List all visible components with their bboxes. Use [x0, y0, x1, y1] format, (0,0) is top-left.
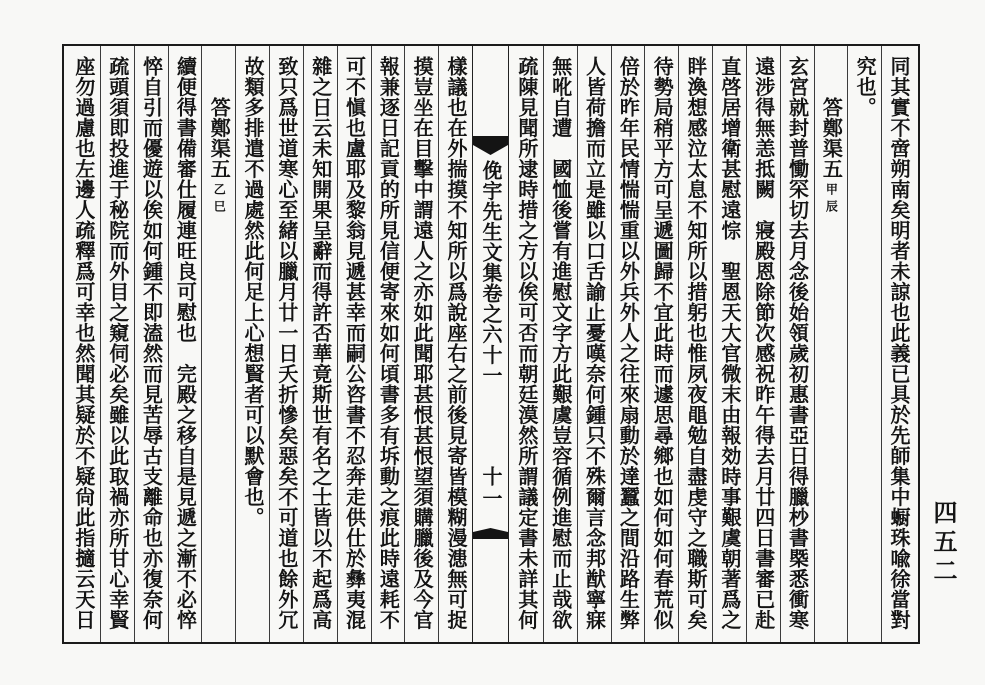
text-column: 眫渙想感泣太息不知所以措躬也惟夙夜黽勉自盡虔守之職斯可矣 — [678, 46, 712, 642]
right-page — [509, 46, 915, 642]
text-column: 座勿過慮也左邊人疏釋爲可幸也然聞其疑於不疑尙此指擿云天日 — [71, 56, 96, 630]
text-column: 無吪自遭 國恤後嘗有進慰文字方此艱虞豈容循例進慰而止哉欲 — [543, 46, 577, 642]
book-title: 俛宇先生文集卷之六十一 — [479, 160, 503, 386]
left-page — [66, 46, 472, 642]
text-column: 人皆荷擔而立是雖以口舌諭止憂嘆奈何鍾只不殊爾言念邦猷寧寐 — [577, 46, 611, 642]
fishtail-mark-icon — [473, 528, 508, 540]
text-column: 樣議也在外揣摸不知所以爲說座右之前後見寄皆模糊漫漶無可捉 — [438, 46, 472, 642]
text-column: 續便得書備審仕履連旺良可慰也 完殿之移自是見遞之漸不必悴 — [168, 46, 202, 642]
text-column: 同其實不啻朔南矣明者未諒也此義已具於先師集中蟵珠喩徐當對 — [881, 46, 915, 642]
text-column: 究也。 — [847, 46, 881, 642]
fishtail-mark-icon — [473, 136, 508, 156]
text-column: 報兼逐日記貢的所見信便寄來如何頃書多有坼動之痕此時遠耗不 — [371, 46, 405, 642]
leaf-number: 十一 — [479, 466, 503, 510]
text-column: 疏陳見聞所逮時措之方以俟可否而朝廷漠然所謂議定書未詳其何 — [514, 56, 539, 630]
letter-heading — [814, 46, 848, 642]
text-column: 疏頭須即投進于秘院而外目之窺伺必矣雖以此取禍亦所甘心幸賢 — [100, 46, 134, 642]
heading-date-note: 甲辰 — [824, 183, 839, 217]
text-column: 直啓居增衛甚慰遠悰 聖恩天大官微末由報効時事艱虞朝著爲之 — [712, 46, 746, 642]
heading-title: 答鄭渠五 — [819, 97, 844, 179]
text-column: 故類多排遣不過處然此何足上心想賢者可以默會也。 — [235, 46, 269, 642]
page-number: 四五二 — [929, 500, 958, 587]
text-column: 悴自引而優遊以俟如何鍾不即溘然而見苦辱古支離命也亦復奈何 — [134, 46, 168, 642]
heading-title: 答鄭渠五 — [207, 97, 232, 179]
page-frame — [62, 44, 920, 644]
text-column: 致只爲世道寒心至緒以臘月廿一日夭折慘矣惡矣不可道也餘外冗 — [269, 46, 303, 642]
text-column: 雜之日云未知開果呈辭而得許否華竟斯世有名之士皆以不起爲高 — [303, 46, 337, 642]
text-column: 遠涉得無恙抵闕 寢殿恩除節次感祝昨午得去月廿四日書審已赴 — [746, 46, 780, 642]
text-column: 玄宮就封普慟罙切去月念後始領歲初惠書亞日得臘杪書槩悉衝寒 — [780, 46, 814, 642]
letter-heading — [201, 46, 235, 642]
center-fold — [472, 46, 509, 642]
text-column: 摸豈坐在目擊中謂遠人之亦如此聞耶甚恨甚恨望須購臘後及今官 — [404, 46, 438, 642]
heading-date-note: 乙巳 — [212, 183, 227, 217]
text-column: 倍於昨年民情惴惴重以外兵外人之往來扇動於達蠶之間沿路生弊 — [611, 46, 645, 642]
text-column: 可不愼也盧耶及黎翁見遞甚幸而嗣公咨書不忍奔走供仕於彝夷混 — [337, 46, 371, 642]
text-column: 待勢局稍平方可呈遞圖歸不宜此時而遽思尋鄉也如何如何春荒似 — [644, 46, 678, 642]
